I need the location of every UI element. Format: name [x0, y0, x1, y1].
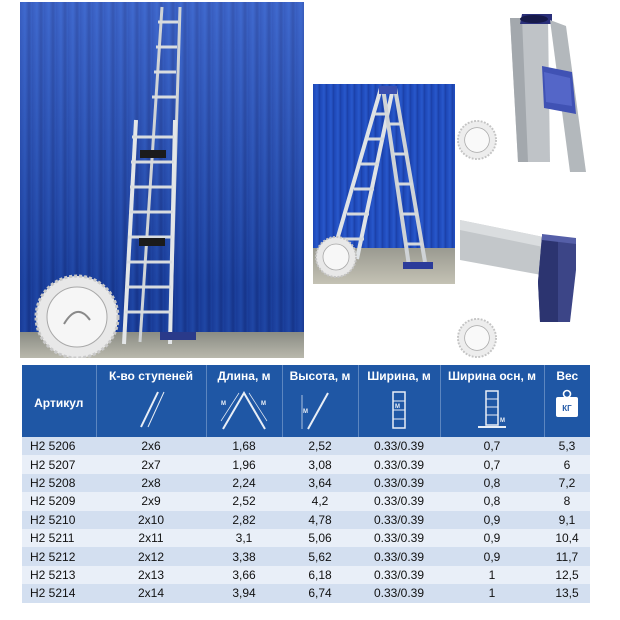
cell-steps: 2x10	[96, 511, 206, 529]
cell-width: 0.33/0.39	[358, 547, 440, 565]
quality-seal	[457, 120, 497, 160]
cell-length: 2,24	[206, 474, 282, 492]
cell-length: 2,82	[206, 511, 282, 529]
cell-base: 1	[440, 584, 544, 602]
cell-length: 1,68	[206, 437, 282, 455]
cell-height: 3,08	[282, 455, 358, 473]
weight-kg-icon	[553, 389, 581, 419]
cell-height: 5,62	[282, 547, 358, 565]
cell-base: 0,9	[440, 547, 544, 565]
header-width: Ширина, м М	[358, 365, 440, 437]
cell-steps: 2x9	[96, 492, 206, 510]
photo-extended-ladder	[20, 2, 304, 358]
cell-length: 3,38	[206, 547, 282, 565]
cell-height: 6,18	[282, 566, 358, 584]
cell-width: 0.33/0.39	[358, 455, 440, 473]
cell-width: 0.33/0.39	[358, 584, 440, 602]
table-row	[22, 437, 590, 455]
cell-weight: 12,5	[544, 566, 590, 584]
cell-width: 0.33/0.39	[358, 511, 440, 529]
cell-weight: 10,4	[544, 529, 590, 547]
header-base-width: Ширина осн, м М	[440, 365, 544, 437]
table-row	[22, 529, 590, 547]
cell-article: H2 5208	[22, 474, 96, 492]
cell-base: 0,9	[440, 511, 544, 529]
svg-text:М: М	[261, 401, 266, 407]
cell-base: 0,8	[440, 474, 544, 492]
cell-steps: 2x13	[96, 566, 206, 584]
quality-seal	[315, 236, 357, 278]
cell-weight: 9,1	[544, 511, 590, 529]
cell-weight: 8	[544, 492, 590, 510]
cell-steps: 2x6	[96, 437, 206, 455]
photo-ladder-foot	[458, 190, 590, 330]
cell-article: H2 5214	[22, 584, 96, 602]
table-row	[22, 455, 590, 473]
cell-length: 3,94	[206, 584, 282, 602]
cell-height: 2,52	[282, 437, 358, 455]
svg-text:КГ: КГ	[562, 404, 572, 413]
cell-steps: 2x11	[96, 529, 206, 547]
quality-seal	[457, 318, 497, 358]
spec-table-body	[22, 437, 590, 603]
cell-article: H2 5213	[22, 566, 96, 584]
photo-aframe-ladder	[313, 84, 455, 284]
cell-height: 5,06	[282, 529, 358, 547]
cell-article: H2 5207	[22, 455, 96, 473]
header-height: Высота, м М	[282, 365, 358, 437]
cell-width: 0.33/0.39	[358, 492, 440, 510]
cell-weight: 5,3	[544, 437, 590, 455]
cell-width: 0.33/0.39	[358, 437, 440, 455]
ladder-length-icon	[215, 389, 273, 431]
svg-text:М: М	[395, 404, 400, 410]
header-length: Длина, м М М	[206, 365, 282, 437]
cell-article: H2 5211	[22, 529, 96, 547]
table-row	[22, 474, 590, 492]
cell-height: 4,2	[282, 492, 358, 510]
ladder-foot-illustration	[458, 190, 590, 330]
cell-width: 0.33/0.39	[358, 529, 440, 547]
header-article: Артикул	[22, 365, 96, 437]
cell-length: 2,52	[206, 492, 282, 510]
cell-base: 1	[440, 566, 544, 584]
ladder-base-width-icon	[476, 389, 508, 431]
cell-article: H2 5209	[22, 492, 96, 510]
quality-seal	[34, 274, 120, 358]
ladder-height-icon	[300, 389, 340, 431]
spec-table	[22, 365, 590, 603]
header-weight: Вес КГ	[544, 365, 590, 437]
cell-article: H2 5210	[22, 511, 96, 529]
cell-weight: 6	[544, 455, 590, 473]
cell-article: H2 5212	[22, 547, 96, 565]
cell-base: 0,9	[440, 529, 544, 547]
table-header-row	[22, 365, 590, 437]
cell-steps: 2x8	[96, 474, 206, 492]
svg-text:М: М	[303, 409, 308, 415]
cell-article: H2 5206	[22, 437, 96, 455]
cell-height: 3,64	[282, 474, 358, 492]
cell-width: 0.33/0.39	[358, 566, 440, 584]
cell-base: 0,7	[440, 437, 544, 455]
table-row	[22, 566, 590, 584]
header-steps: К-во ступеней	[96, 365, 206, 437]
cell-weight: 7,2	[544, 474, 590, 492]
svg-text:М: М	[221, 401, 226, 407]
cell-length: 3,66	[206, 566, 282, 584]
ladder-steps-icon	[136, 389, 166, 429]
cell-steps: 2x12	[96, 547, 206, 565]
ladder-width-icon	[386, 389, 412, 431]
cell-base: 0,7	[440, 455, 544, 473]
table-row	[22, 584, 590, 602]
table-row	[22, 511, 590, 529]
table-row	[22, 547, 590, 565]
cell-length: 3,1	[206, 529, 282, 547]
svg-text:М: М	[500, 418, 505, 424]
cell-height: 6,74	[282, 584, 358, 602]
cell-weight: 13,5	[544, 584, 590, 602]
cell-weight: 11,7	[544, 547, 590, 565]
cell-base: 0,8	[440, 492, 544, 510]
cell-height: 4,78	[282, 511, 358, 529]
cell-width: 0.33/0.39	[358, 474, 440, 492]
cell-steps: 2x14	[96, 584, 206, 602]
cell-length: 1,96	[206, 455, 282, 473]
cell-steps: 2x7	[96, 455, 206, 473]
table-row	[22, 492, 590, 510]
